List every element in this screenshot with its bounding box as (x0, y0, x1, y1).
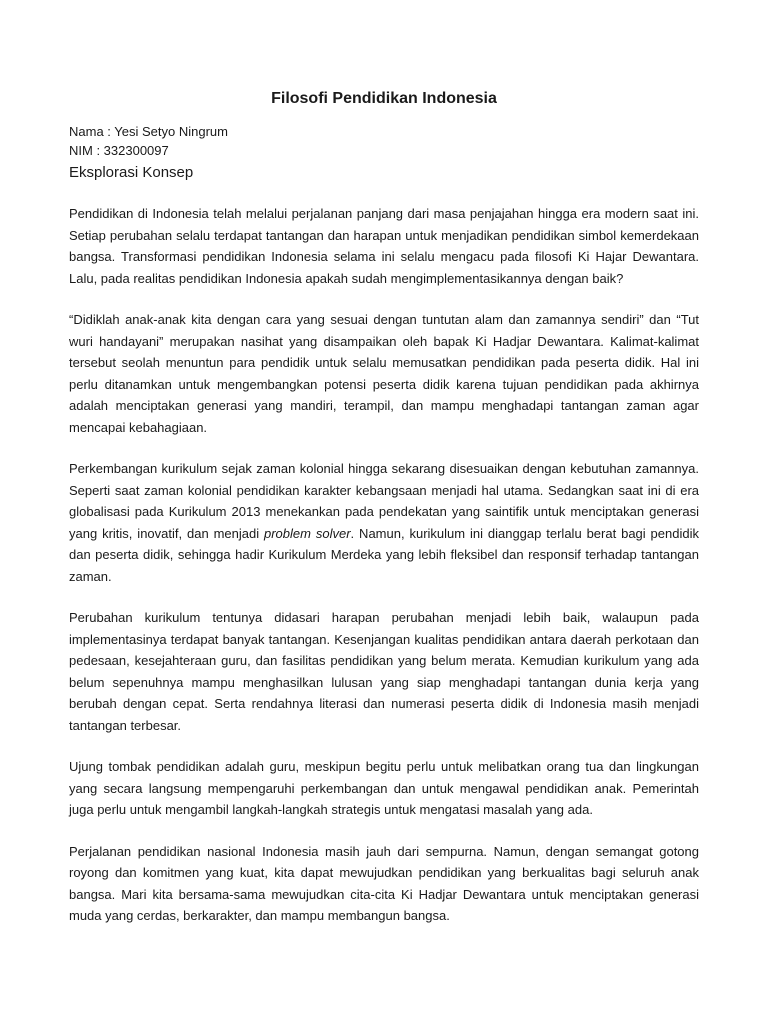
paragraph-2: “Didiklah anak-anak kita dengan cara yang sesuai dengan tuntutan alam dan zamannya sendiri” dan “Tut wuri handayani” merupakan nasihat yang disampaikan oleh bapak Ki Hadjar Dewantara. Kalimat-kalimat tersebut seolah menuntun para pendidik untuk selalu memusatkan pendidikan pada peserta didik. Hal ini perlu ditanamkan untuk mengembangkan potensi peserta didik karena tujuan pendidikan pada akhirnya adalah menciptakan generasi yang mandiri, terampil, dan mampu menghadapi tantangan zaman agar mencapai kebahagiaan. (69, 312, 699, 435)
section-heading: Eksplorasi Konsep (69, 164, 194, 181)
paragraph-6: Perjalanan pendidikan nasional Indonesia masih jauh dari sempurna. Namun, dengan semangat gotong royong dan komitmen yang kuat, kita dapat mewujudkan pendidikan yang berkualitas bagi seluruh anak bangsa. Mari kita bersama-sama mewujudkan cita-cita Ki Hadjar Dewantara untuk menciptakan generasi muda yang cerdas, berkarakter, dan mampu membangun bangsa. (69, 843, 699, 923)
student-id: NIM : 332300097 (69, 143, 169, 158)
document-page (69, 88, 699, 927)
paragraph-3-start: Perkembangan kurikulum sejak zaman kolonial hingga sekarang disesuaikan dengan kebutuhan zamannya. Seperti saat zaman kolonial pendidikan karakter kebangsaan menjadi hal utama. Sedangkan saat ini di era globalisasi pada Kurikulum 2013 menekankan pada pendekatan yang saintifik untuk menciptakan generasi yang kritis, inovatif, dan menjadi (69, 461, 699, 541)
paragraph-4: Perubahan kurikulum tentunya didasari harapan perubahan menjadi lebih baik, walaupun pada implementasinya terdapat banyak tantangan. Kesenjangan kualitas pendidikan antara daerah perkotaan dan pedesaan, kesejahteraan guru, dan fasilitas pendidikan yang belum merata. Kemudian kurikulum yang ada belum sepenuhnya mampu menghasilkan lulusan yang siap menghadapi tantangan dunia kerja yang berubah dengan cepat. Serta rendahnya literasi dan numerasi peserta didik di Indonesia masih menjadi tantangan terbesar. (69, 610, 699, 733)
paragraph-5: Ujung tombak pendidikan adalah guru, meskipun begitu perlu untuk melibatkan orang tua dan lingkungan yang secara langsung mempengaruhi perkembangan dan untuk mengawal pendidikan anak. Pemerintah juga perlu untuk mengambil langkah-langkah strategis untuk mengatasi masalah yang ada. (69, 759, 699, 817)
paragraph-3-italic: problem solver (264, 525, 351, 541)
author-name: Nama : Yesi Setyo Ningrum (69, 124, 228, 139)
paragraph-1: Pendidikan di Indonesia telah melalui perjalanan panjang dari masa penjajahan hingga era modern saat ini. Setiap perubahan selalu terdapat tantangan dan harapan untuk menjadikan pendidikan simbol kemerdekaan bangsa. Transformasi pendidikan Indonesia selama ini selalu mengacu pada filosofi Ki Hajar Dewantara. Lalu, pada realitas pendidikan Indonesia apakah sudah mengimplementasikannya dengan baik? (69, 206, 699, 286)
paragraph-3-end: . Namun, kurikulum ini dianggap terlalu berat bagi pendidik dan peserta didik, sehingga hadir Kurikulum Merdeka yang lebih fleksibel dan responsif terhadap tantangan zaman. (69, 525, 699, 584)
document-title: Filosofi Pendidikan Indonesia (271, 90, 497, 107)
paragraph-3 (69, 458, 699, 587)
